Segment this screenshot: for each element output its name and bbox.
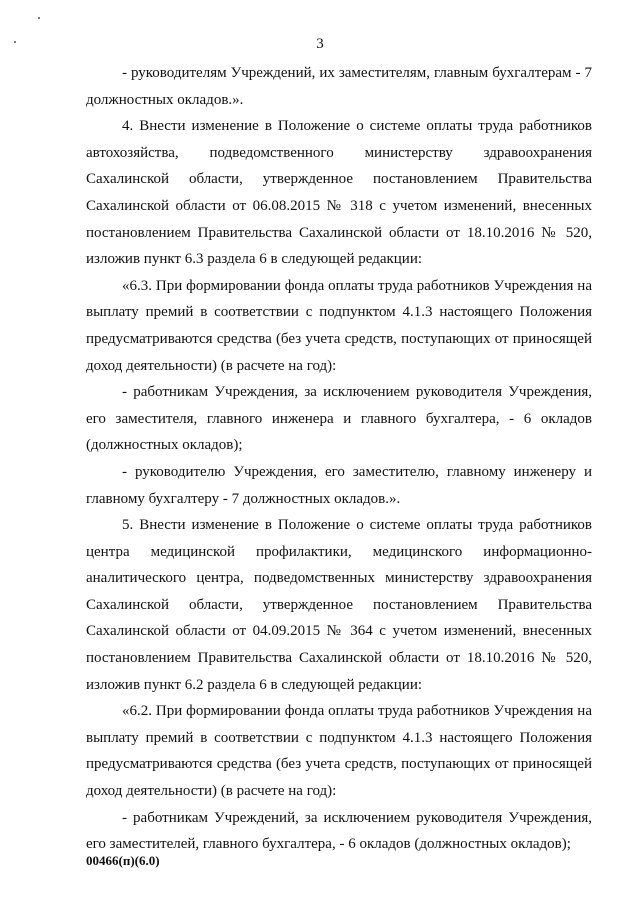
paragraph-employees-bonus: - работникам Учреждения, за исключением руководителя Учреждения, его заместителя, главного инженера и главного бухгалтера, - 6 окладов (должностных окладов); (86, 384, 592, 454)
paragraph-clause-6-3: «6.3. При формировании фонда оплаты труда работников Учреждения на выплату премий в соответствии с подпунктом 4.1.3 настоящего Положения предусматриваются средства (без учета средств, поступающих от приносящей доход деятельности) (в расчете на год): (86, 277, 592, 374)
paragraph-clause-6-2: «6.2. При формировании фонда оплаты труда работников Учреждения на выплату премий в соответствии с подпунктом 4.1.3 настоящего Положения предусматриваются средства (без учета средств, поступающих от приносящей доход деятельности) (в расчете на год): (86, 703, 592, 800)
paragraph-head-bonus: - руководителю Учреждения, его заместителю, главному инженеру и главному бухгалтеру - 7 должностных окладов.». (86, 463, 592, 507)
paragraph-item-4: 4. Внести изменение в Положение о системе оплаты труда работников автохозяйства, подведомственного министерству здравоохранения Сахалинской области, утвержденное постановлением Правительства Сахалинской области от 06.08.2015 № 318 с учетом изменений, внесенных постановлением Правительства Сахалинской области от 18.10.2016 № 520, изложив пункт 6.3 раздела 6 в следующей редакции: (86, 118, 592, 268)
page-number: 3 (316, 36, 324, 52)
paragraph-continuation: - руководителям Учреждений, их заместителям, главным бухгалтерам - 7 должностных окладов.». (86, 65, 592, 108)
document-body (86, 60, 592, 858)
paragraph-item-5: 5. Внести изменение в Положение о системе оплаты труда работников центра медицинской профилактики, медицинского информационно-аналитического центра, подведомственных министерству здравоохранения Сахалинской области, утвержденное постановлением Правительства Сахалинской области от 04.09.2015 № 364 с учетом изменений, внесенных постановлением Правительства Сахалинской области от 18.10.2016 № 520, изложив пункт 6.2 раздела 6 в следующей редакции: (86, 517, 592, 693)
document-code: 00466(п)(6.0) (86, 853, 160, 868)
paragraph-employees-bonus-2: - работникам Учреждений, за исключением руководителя Учреждения, его заместителей, главного бухгалтера, - 6 окладов (должностных окладов); (86, 809, 592, 853)
scan-speck (38, 17, 40, 19)
